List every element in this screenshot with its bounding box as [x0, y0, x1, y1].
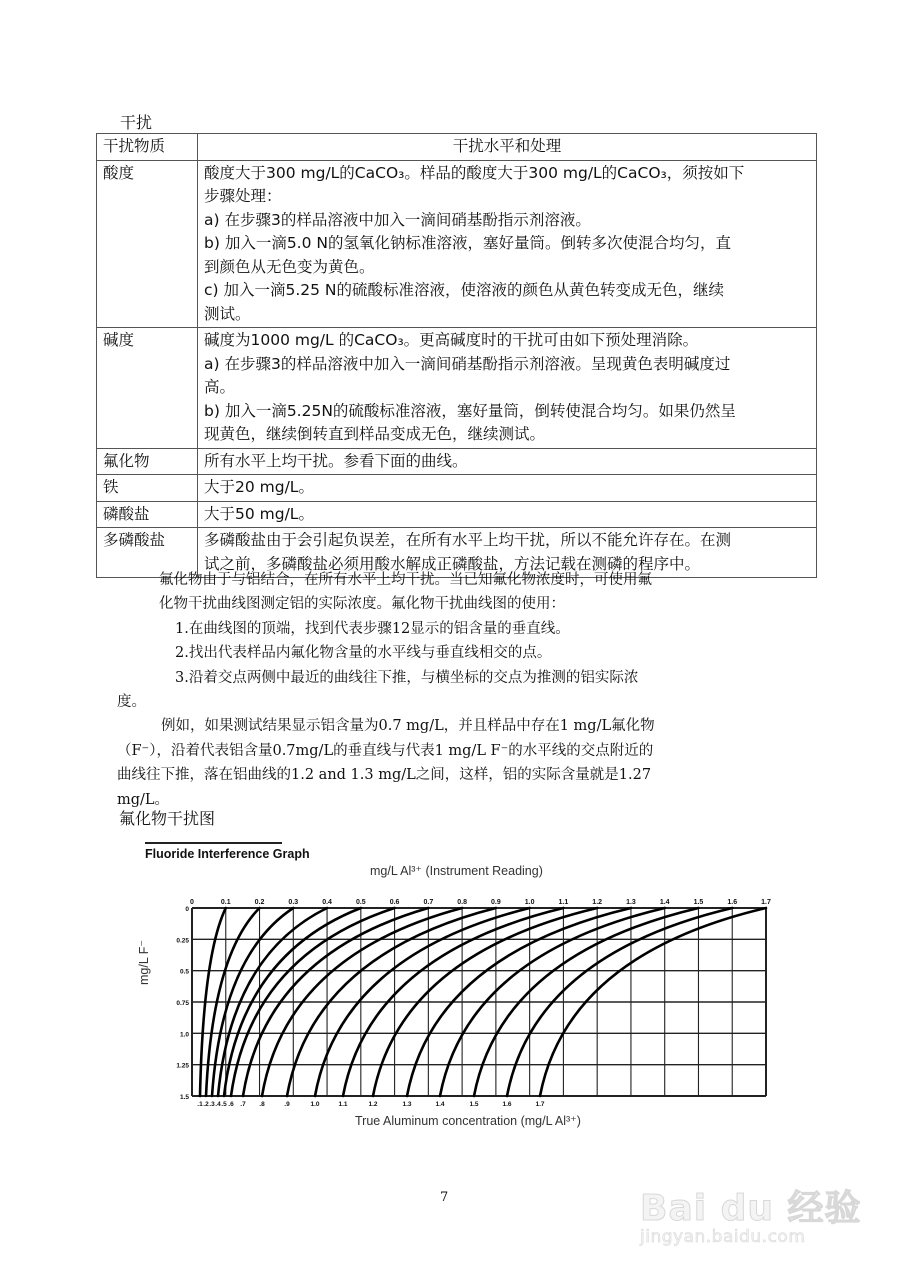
treatment-line: 到颜色从无色变为黄色。: [204, 257, 375, 276]
treatment-cell: [198, 448, 817, 475]
chart-curve-1.0: [315, 908, 530, 1096]
svg-text:0.6: 0.6: [389, 899, 400, 906]
svg-text:.9: .9: [284, 1101, 290, 1108]
substance-cell: 碱度: [97, 328, 198, 449]
svg-text:0.4: 0.4: [322, 899, 332, 906]
treatment-line: a) 在步骤3的样品溶液中加入一滴间硝基酚指示剂溶液。呈现黄色表明碱度过: [204, 354, 731, 373]
intro-line: 化物干扰曲线图测定铝的实际浓度。氟化物干扰曲线图的使用：: [159, 596, 565, 613]
chart-curve-0.3: [212, 908, 293, 1096]
treatment-line: 酸度大于300 mg/L的CaCO₃。样品的酸度大于300 mg/L的CaCO₃，须按如下: [204, 163, 745, 182]
header-treatment: 干扰水平和处理: [198, 134, 817, 161]
treatment-line: 碱度为1000 mg/L 的CaCO₃。更高碱度时的干扰可由如下预处理消除。: [204, 331, 699, 349]
svg-text:1.2: 1.2: [592, 899, 603, 906]
svg-text:.2: .2: [203, 1101, 209, 1108]
chart-curve-0.1: [200, 908, 226, 1096]
chart-tick-labels: [176, 899, 771, 1108]
treatment-line: 大于20 mg/L。: [204, 478, 314, 496]
svg-text:0.1: 0.1: [220, 899, 231, 906]
svg-text:.1: .1: [197, 1101, 203, 1108]
table-header-row: [97, 134, 817, 161]
svg-text:1.6: 1.6: [727, 899, 738, 906]
treatment-cell: [198, 328, 817, 449]
svg-text:0.8: 0.8: [457, 899, 467, 906]
chart-curve-0.8: [262, 908, 462, 1096]
chart-curve-1.4: [440, 908, 665, 1096]
svg-text:1.7: 1.7: [761, 899, 771, 906]
svg-text:0.5: 0.5: [355, 899, 366, 906]
chart-y-axis-label: mg/L F⁻: [137, 939, 151, 985]
svg-text:0: 0: [190, 899, 194, 906]
svg-text:1.3: 1.3: [402, 1101, 412, 1108]
svg-text:1.1: 1.1: [558, 899, 569, 906]
table-row: [97, 448, 817, 475]
header-substance: 干扰物质: [97, 134, 198, 161]
section-title: 干扰: [120, 113, 153, 132]
chart-curve-0.4: [218, 908, 327, 1096]
step-line: 2.找出代表样品内氟化物含量的水平线与垂直线相交的点。: [175, 645, 552, 662]
treatment-line: b) 加入一滴5.25N的硫酸标准溶液，塞好量筒，倒转使混合均匀。如果仍然呈: [204, 401, 736, 420]
chart-curve-0.9: [287, 908, 496, 1096]
step-line: 3.沿着交点两侧中最近的曲线往下推，与横坐标的交点为推测的铝实际浓: [175, 669, 639, 686]
svg-text:1.6: 1.6: [502, 1101, 512, 1108]
svg-text:0.9: 0.9: [491, 899, 501, 906]
page-number: 7: [440, 1190, 449, 1205]
svg-text:1.7: 1.7: [535, 1101, 545, 1108]
svg-text:1.0: 1.0: [310, 1101, 320, 1108]
example-line: （F⁻），沿着代表铝含量0.7mg/L的垂直线与代表1 mg/L F⁻的水平线的交点附近的: [117, 742, 654, 759]
watermark-url: jingyan.baidu.com: [640, 1227, 806, 1247]
svg-text:1.1: 1.1: [338, 1101, 348, 1108]
chart-curve-1.1: [343, 908, 563, 1096]
svg-text:1.5: 1.5: [469, 1101, 479, 1108]
svg-text:.3: .3: [209, 1101, 215, 1108]
svg-text:.6: .6: [228, 1101, 234, 1108]
substance-cell: 氟化物: [97, 448, 198, 475]
intro-line: 氟化物由于与铝结合，在所有水平上均干扰。当已知氟化物浓度时，可使用氟: [159, 572, 652, 588]
treatment-line: 试之前，多磷酸盐必须用酸水解成正磷酸盐，方法记载在测磷的程序中。: [204, 554, 701, 573]
chart-x-axis-label: True Aluminum concentration (mg/L Al³⁺): [355, 1114, 581, 1128]
treatment-line: c) 加入一滴5.25 N的硫酸标准溶液，使溶液的颜色从黄色转变成无色，继续: [204, 281, 725, 299]
svg-text:0.5: 0.5: [179, 968, 189, 976]
treatment-line: 现黄色，继续倒转直到样品变成无色，继续测试。: [204, 425, 546, 443]
chart-curves: [200, 908, 766, 1096]
chart-curve-1.2: [373, 908, 597, 1096]
svg-text:.5: .5: [221, 1101, 227, 1108]
svg-text:1.0: 1.0: [179, 1031, 189, 1039]
treatment-line: 多磷酸盐由于会引起负误差，在所有水平上均干扰，所以不能允许存在。在测: [204, 531, 732, 549]
treatment-cell: [198, 160, 817, 328]
example-line: 曲线往下推，落在铝曲线的1.2 and 1.3 mg/L之间，这样，铝的实际含量就是1.27: [117, 767, 652, 784]
chart-grid: [192, 908, 766, 1096]
svg-text:1.0: 1.0: [524, 899, 535, 906]
svg-text:1.4: 1.4: [435, 1101, 445, 1108]
treatment-line: 测试。: [204, 304, 251, 323]
treatment-line: a) 在步骤3的样品溶液中加入一滴间硝基酚指示剂溶液。: [204, 210, 591, 229]
svg-text:0.2: 0.2: [254, 899, 265, 906]
chart-curve-0.7: [243, 908, 428, 1096]
svg-text:0.7: 0.7: [423, 899, 434, 906]
baidu-watermark: [640, 1180, 862, 1247]
chart-title-rule: [145, 842, 282, 844]
treatment-cell: [198, 475, 817, 502]
svg-text:1.25: 1.25: [176, 1062, 189, 1070]
chart-curve-0.6: [231, 908, 395, 1096]
treatment-line: 所有水平上均干扰。参看下面的曲线。: [204, 451, 468, 470]
svg-text:.8: .8: [259, 1101, 265, 1108]
substance-cell: 铁: [97, 475, 198, 502]
treatment-line: 大于50 mg/L。: [204, 504, 314, 523]
svg-text:1.5: 1.5: [179, 1094, 189, 1101]
table-row: [97, 328, 817, 449]
table-row: [97, 501, 817, 528]
interference-table: [96, 133, 817, 578]
step-line-continued: 度。: [117, 694, 146, 711]
watermark-logo: Bai du 经验: [640, 1188, 862, 1229]
chart-curve-1.6: [507, 908, 732, 1096]
svg-text:.7: .7: [240, 1101, 246, 1108]
table-row: [97, 160, 817, 328]
substance-cell: 磷酸盐: [97, 501, 198, 528]
treatment-cell: [198, 501, 817, 528]
svg-text:0.75: 0.75: [176, 1000, 189, 1007]
body-text: [117, 568, 817, 812]
figure-title: 氟化物干扰图: [119, 809, 216, 828]
chart-curve-1.5: [474, 908, 698, 1096]
chart-title: Fluoride Interference Graph: [145, 847, 310, 861]
chart-curve-0.5: [224, 908, 361, 1096]
svg-text:1.4: 1.4: [659, 899, 670, 906]
treatment-line: 步骤处理：: [204, 187, 282, 205]
chart-top-axis-label: mg/L Al³⁺ (Instrument Reading): [370, 864, 543, 878]
svg-text:1.3: 1.3: [626, 899, 636, 906]
example-line: 例如，如果测试结果显示铝含量为0.7 mg/L，并且样品中存在1 mg/L氟化物: [161, 718, 655, 735]
svg-text:0.3: 0.3: [288, 899, 299, 906]
treatment-line: 高。: [204, 378, 236, 396]
substance-cell: 多磷酸盐: [97, 528, 198, 578]
table-row: [97, 475, 817, 502]
substance-cell: 酸度: [97, 160, 198, 328]
example-line: mg/L。: [117, 791, 170, 808]
step-line: 1.在曲线图的顶端，找到代表步骤12显示的铝含量的垂直线。: [175, 620, 570, 637]
svg-text:.4: .4: [215, 1101, 221, 1108]
svg-text:1.5: 1.5: [693, 899, 704, 906]
svg-text:0: 0: [185, 906, 189, 913]
treatment-line: b) 加入一滴5.0 N的氢氧化钠标准溶液，塞好量筒。倒转多次使混合均匀，直: [204, 234, 731, 252]
svg-text:0.25: 0.25: [176, 937, 189, 945]
chart-curve-1.3: [407, 908, 631, 1096]
chart-curve-0.2: [206, 908, 260, 1096]
svg-text:1.2: 1.2: [368, 1101, 378, 1108]
chart-curve-1.7: [540, 908, 766, 1096]
